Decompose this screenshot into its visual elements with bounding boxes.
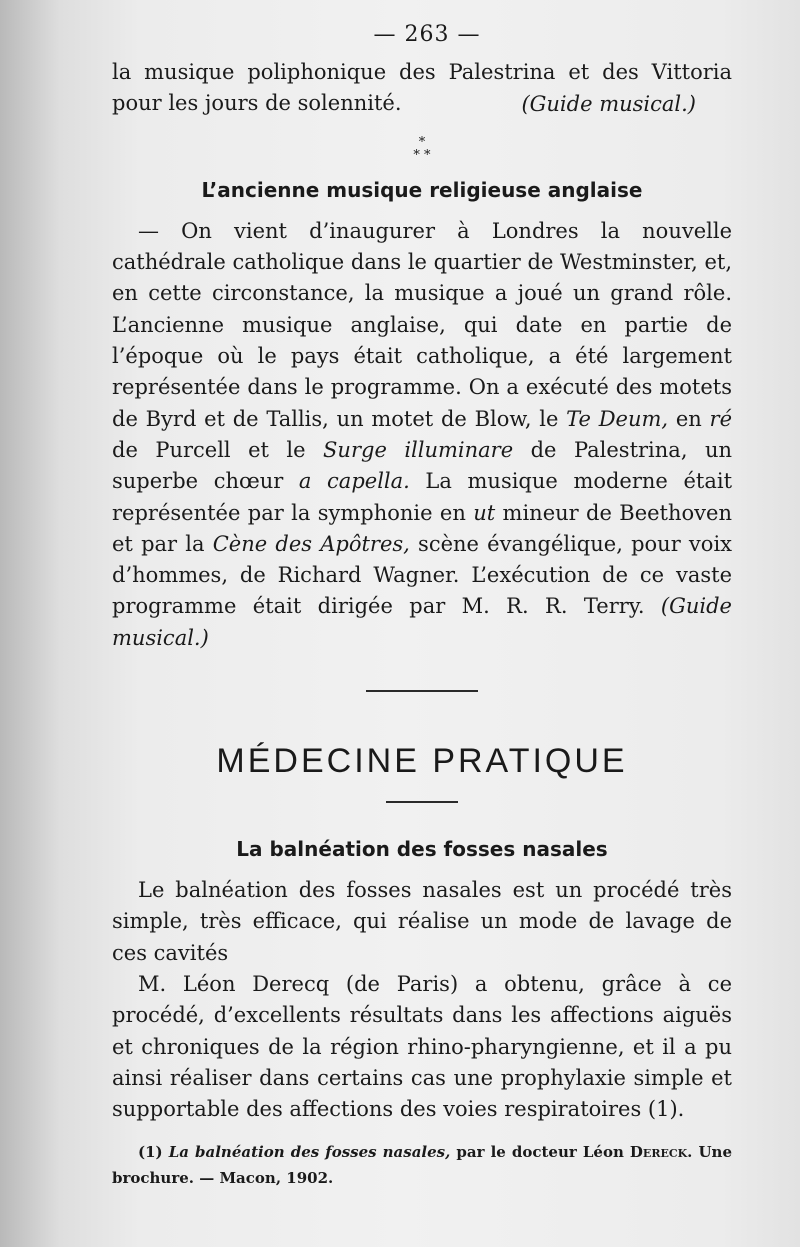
asterism-bottom: * * — [413, 147, 431, 163]
article-heading-balneation: La balnéation des fosses nasales — [236, 837, 608, 862]
article-source: (Guide musical.) — [112, 594, 732, 650]
balneation-paragraph-2: M. Léon Derecq (de Paris) a obtenu, grâce à ce procédé, d’excellents résultats dans les affections aiguës et chroniques de la région rhino-pharyngienne, et il a pu ainsi réaliser dans certains cas une prophylaxie simple et supportable des affections des voies respiratoires (1). — [112, 971, 732, 1122]
balneation-paragraph-1: Le balnéation des fosses nasales est un procédé très simple, très efficace, qui réalise un mode de lavage de ces cavités — [112, 878, 732, 965]
section-title: MÉDECINE PRATIQUE — [216, 742, 628, 781]
asterism-top: * — [418, 134, 426, 150]
asterism — [112, 136, 732, 162]
page-content — [112, 22, 732, 1191]
intro-source: (Guide musical.) — [521, 91, 696, 116]
article-body-anglaise: — On vient d’inaugurer à Londres la nouvelle cathédrale catholique dans le quartier de Westminster, et, en cette circonstance, la musique a joué un grand rôle. L’ancienne musique anglaise, qui date en partie de l’époque où le pays était catholique, a été largement représentée dans le programme. On a exécuté des motets de Byrd et de Tallis, un motet de Blow, le Te Deum, en ré de Purcell et le Surge illuminare de Palestrina, un superbe chœur a capella. La musique moderne était représentée par la symphonie en ut mineur de Beethoven et par la Cène des Apôtres, scène évangélique, pour voix d’hommes, de Richard Wagner. L’exécution de ce vaste programme était dirigée par M. R. R. Terry. (Guide musical.) — [112, 218, 733, 650]
page-number: — 263 — — [373, 22, 481, 47]
article-heading-anglaise: L’ancienne musique religieuse anglaise — [201, 177, 643, 202]
intro-paragraph: la musique poliphonique des Palestrina et des Vittoria pour les jours de solennité. — [112, 60, 732, 116]
title-underline — [386, 801, 458, 803]
footnote: (1) La balnéation des fosses nasales, par le docteur Léon Dereck. Une brochure. — Macon, 1902. — [112, 1143, 732, 1188]
section-divider — [366, 690, 478, 692]
